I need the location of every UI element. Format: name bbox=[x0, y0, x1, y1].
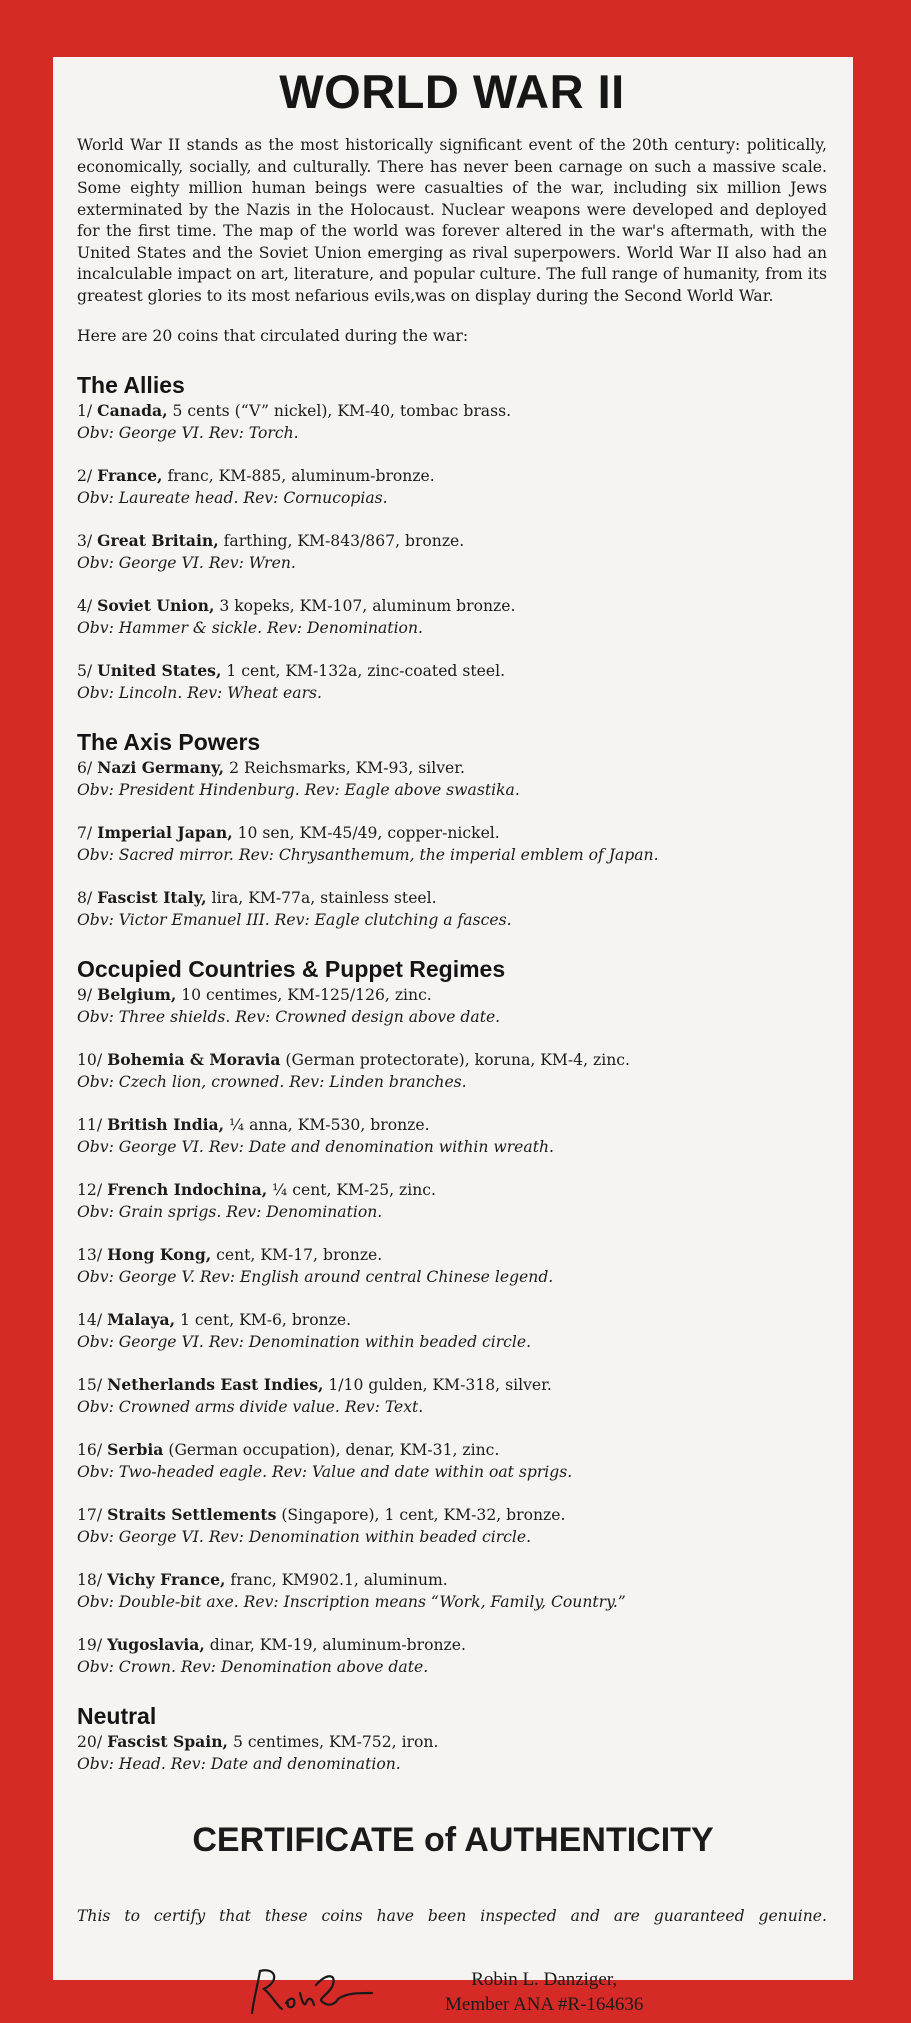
coin-entry bbox=[77, 822, 827, 866]
coin-details: 10 centimes, KM-125/126, zinc. bbox=[181, 986, 432, 1004]
coin-description-line bbox=[77, 1309, 827, 1332]
coin-entry bbox=[77, 530, 827, 574]
coin-details: 5 cents (“V” nickel), KM-40, tombac brass. bbox=[172, 402, 512, 420]
coin-number: 11/ bbox=[77, 1116, 103, 1134]
section-heading: Occupied Countries & Puppet Regimes bbox=[77, 956, 506, 982]
coin-country: Great Britain, bbox=[97, 531, 219, 550]
coin-obverse-reverse: Obv: Three shields. Rev: Crowned design above date. bbox=[77, 1007, 501, 1026]
section-heading: The Allies bbox=[77, 372, 185, 398]
coin-description-line bbox=[77, 1244, 827, 1267]
coin-entry bbox=[77, 465, 827, 509]
coin-description-line bbox=[77, 822, 827, 845]
certificate-statement: This to certify that these coins have been inspected and are guaranteed genuine. bbox=[77, 1907, 827, 1925]
coin-details: ¼ cent, KM-25, zinc. bbox=[272, 1181, 436, 1199]
coin-obverse-reverse: Obv: Crown. Rev: Denomination above date. bbox=[77, 1657, 429, 1676]
coin-obverse-reverse: Obv: George V. Rev: English around central Chinese legend. bbox=[77, 1267, 554, 1286]
signer-credential: Member ANA #R-164636 bbox=[445, 1994, 644, 2015]
coin-list-lead: Here are 20 coins that circulated during the war: bbox=[77, 327, 469, 345]
coin-description-line bbox=[77, 1049, 827, 1072]
coin-obverse-reverse: Obv: Crowned arms divide value. Rev: Text. bbox=[77, 1397, 424, 1416]
page-title: WORLD WAR II bbox=[279, 65, 625, 118]
coin-country: Imperial Japan, bbox=[97, 823, 233, 842]
coin-entry bbox=[77, 1114, 827, 1158]
coin-entry bbox=[77, 1439, 827, 1483]
coin-entry bbox=[77, 757, 827, 801]
coin-description-line bbox=[77, 1731, 827, 1754]
coin-number: 2/ bbox=[77, 467, 93, 485]
coin-number: 9/ bbox=[77, 986, 93, 1004]
coin-country: Netherlands East Indies, bbox=[107, 1375, 324, 1394]
coin-description-line bbox=[77, 400, 827, 423]
coin-obverse-reverse: Obv: George VI. Rev: Wren. bbox=[77, 553, 296, 572]
coin-number: 3/ bbox=[77, 532, 93, 550]
coin-details: 2 Reichsmarks, KM-93, silver. bbox=[229, 759, 465, 777]
coin-obverse-reverse: Obv: President Hindenburg. Rev: Eagle above swastika. bbox=[77, 780, 520, 799]
coin-country: Soviet Union, bbox=[97, 596, 215, 615]
coin-obverse-reverse: Obv: Head. Rev: Date and denomination. bbox=[77, 1754, 401, 1773]
coin-entry bbox=[77, 1309, 827, 1353]
coin-details: 1 cent, KM-132a, zinc-coated steel. bbox=[226, 662, 506, 680]
coin-country: France, bbox=[97, 466, 163, 485]
coin-entry bbox=[77, 1634, 827, 1678]
coin-country: British India, bbox=[107, 1115, 225, 1134]
coin-obverse-reverse: Obv: George VI. Rev: Denomination within beaded circle. bbox=[77, 1527, 532, 1546]
coin-country: Yugoslavia, bbox=[107, 1635, 205, 1654]
coin-entry bbox=[77, 400, 827, 444]
coin-number: 4/ bbox=[77, 597, 93, 615]
coin-list bbox=[77, 757, 827, 931]
coin-number: 7/ bbox=[77, 824, 93, 842]
coin-description-line bbox=[77, 757, 827, 780]
coin-entry bbox=[77, 1504, 827, 1548]
certificate-title: CERTIFICATE of AUTHENTICITY bbox=[192, 1821, 714, 1859]
coin-number: 8/ bbox=[77, 889, 93, 907]
coin-obverse-reverse: Obv: George VI. Rev: Denomination within beaded circle. bbox=[77, 1332, 532, 1351]
coin-obverse-reverse: Obv: Hammer & sickle. Rev: Denomination. bbox=[77, 618, 423, 637]
section-heading: The Axis Powers bbox=[77, 729, 261, 755]
coin-country: Vichy France, bbox=[107, 1570, 226, 1589]
coin-country: French Indochina, bbox=[107, 1180, 268, 1199]
coin-obverse-reverse: Obv: George VI. Rev: Torch. bbox=[77, 423, 299, 442]
coin-details: (German occupation), denar, KM-31, zinc. bbox=[168, 1441, 500, 1459]
section-heading: Neutral bbox=[77, 1703, 157, 1729]
coin-country: Fascist Italy, bbox=[97, 888, 207, 907]
coin-details: lira, KM-77a, stainless steel. bbox=[211, 889, 437, 907]
coin-country: Nazi Germany, bbox=[97, 758, 225, 777]
coin-details: cent, KM-17, bronze. bbox=[216, 1246, 383, 1264]
coin-details: 3 kopeks, KM-107, aluminum bronze. bbox=[219, 597, 516, 615]
handwritten-signature bbox=[246, 1963, 376, 2019]
signer-name: Robin L. Danziger, bbox=[471, 1969, 618, 1990]
coin-details: 1 cent, KM-6, bronze. bbox=[180, 1311, 352, 1329]
coin-country: Straits Settlements bbox=[107, 1505, 277, 1524]
coin-obverse-reverse: Obv: Two-headed eagle. Rev: Value and date within oat sprigs. bbox=[77, 1462, 573, 1481]
coin-details: (German protectorate), koruna, KM-4, zinc. bbox=[285, 1051, 630, 1069]
coin-description-line bbox=[77, 465, 827, 488]
coin-obverse-reverse: Obv: George VI. Rev: Date and denomination within wreath. bbox=[77, 1137, 554, 1156]
coin-entry bbox=[77, 984, 827, 1028]
signature-block bbox=[53, 1963, 853, 2023]
coin-obverse-reverse: Obv: Sacred mirror. Rev: Chrysanthemum, the imperial emblem of Japan. bbox=[77, 845, 659, 864]
coin-country: Fascist Spain, bbox=[107, 1732, 228, 1751]
intro-paragraph: World War II stands as the most historically significant event of the 20th century: politically, economically, socially, and culturally. There has never been carnage on such a massive scale. Some eighty million human beings were casualties of the war, including six million Jews exterminated by the Nazis in the Holocaust. Nuclear weapons were developed and deployed for the first time. The map of the world was forever altered in the war's aftermath, with the United States and the Soviet Union emerging as rival superpowers. World War II also had an incalculable impact on art, literature, and popular culture. The full range of humanity, from its greatest glories to its most nefarious evils,was on display during the Second World War. bbox=[77, 136, 827, 305]
coin-country: Canada, bbox=[97, 401, 168, 420]
coin-sections bbox=[77, 372, 827, 1775]
signer-info bbox=[445, 1967, 643, 2017]
coin-description-line bbox=[77, 595, 827, 618]
coin-number: 14/ bbox=[77, 1311, 103, 1329]
coin-entry bbox=[77, 1049, 827, 1093]
coin-description-line bbox=[77, 1569, 827, 1592]
coin-description-line bbox=[77, 1439, 827, 1462]
coin-country: Belgium, bbox=[97, 985, 177, 1004]
coin-details: franc, KM-885, aluminum-bronze. bbox=[167, 467, 435, 485]
coin-obverse-reverse: Obv: Double-bit axe. Rev: Inscription means “Work, Family, Country.” bbox=[77, 1592, 626, 1611]
coin-country: Hong Kong, bbox=[107, 1245, 212, 1264]
coin-description-line bbox=[77, 1114, 827, 1137]
coin-obverse-reverse: Obv: Victor Emanuel III. Rev: Eagle clutching a fasces. bbox=[77, 910, 512, 929]
coin-obverse-reverse: Obv: Lincoln. Rev: Wheat ears. bbox=[77, 683, 322, 702]
coin-number: 16/ bbox=[77, 1441, 103, 1459]
coin-number: 1/ bbox=[77, 402, 93, 420]
coin-entry bbox=[77, 1569, 827, 1613]
coin-entry bbox=[77, 1244, 827, 1288]
coin-number: 13/ bbox=[77, 1246, 103, 1264]
coin-list bbox=[77, 984, 827, 1678]
coin-number: 6/ bbox=[77, 759, 93, 777]
coin-details: 1/10 gulden, KM-318, silver. bbox=[328, 1376, 552, 1394]
coin-entry bbox=[77, 595, 827, 639]
coin-list bbox=[77, 1731, 827, 1775]
coin-entry bbox=[77, 1179, 827, 1223]
coin-number: 5/ bbox=[77, 662, 93, 680]
coin-number: 10/ bbox=[77, 1051, 103, 1069]
coin-obverse-reverse: Obv: Czech lion, crowned. Rev: Linden branches. bbox=[77, 1072, 467, 1091]
coin-number: 15/ bbox=[77, 1376, 103, 1394]
coin-description-line bbox=[77, 1374, 827, 1397]
coin-description-line bbox=[77, 1179, 827, 1202]
coin-details: (Singapore), 1 cent, KM-32, bronze. bbox=[281, 1506, 566, 1524]
coin-number: 20/ bbox=[77, 1733, 103, 1751]
coin-country: Malaya, bbox=[107, 1310, 176, 1329]
coin-list bbox=[77, 400, 827, 704]
coin-country: Bohemia & Moravia bbox=[107, 1050, 281, 1069]
coin-details: dinar, KM-19, aluminum-bronze. bbox=[209, 1636, 466, 1654]
coin-country: United States, bbox=[97, 661, 222, 680]
certificate-card bbox=[53, 57, 853, 2015]
coin-number: 18/ bbox=[77, 1571, 103, 1589]
coin-country: Serbia bbox=[107, 1440, 164, 1459]
coin-details: farthing, KM-843/867, bronze. bbox=[223, 532, 465, 550]
coin-entry bbox=[77, 660, 827, 704]
coin-number: 17/ bbox=[77, 1506, 103, 1524]
coin-description-line bbox=[77, 984, 827, 1007]
coin-details: ¼ anna, KM-530, bronze. bbox=[229, 1116, 430, 1134]
coin-number: 19/ bbox=[77, 1636, 103, 1654]
coin-details: 10 sen, KM-45/49, copper-nickel. bbox=[237, 824, 500, 842]
coin-number: 12/ bbox=[77, 1181, 103, 1199]
coin-description-line bbox=[77, 660, 827, 683]
coin-description-line bbox=[77, 530, 827, 553]
coin-details: 5 centimes, KM-752, iron. bbox=[232, 1733, 439, 1751]
coin-description-line bbox=[77, 1634, 827, 1657]
coin-details: franc, KM902.1, aluminum. bbox=[230, 1571, 448, 1589]
coin-obverse-reverse: Obv: Laureate head. Rev: Cornucopias. bbox=[77, 488, 388, 507]
coin-entry bbox=[77, 887, 827, 931]
coin-entry bbox=[77, 1731, 827, 1775]
coin-obverse-reverse: Obv: Grain sprigs. Rev: Denomination. bbox=[77, 1202, 383, 1221]
coin-description-line bbox=[77, 887, 827, 910]
coin-entry bbox=[77, 1374, 827, 1418]
coin-description-line bbox=[77, 1504, 827, 1527]
